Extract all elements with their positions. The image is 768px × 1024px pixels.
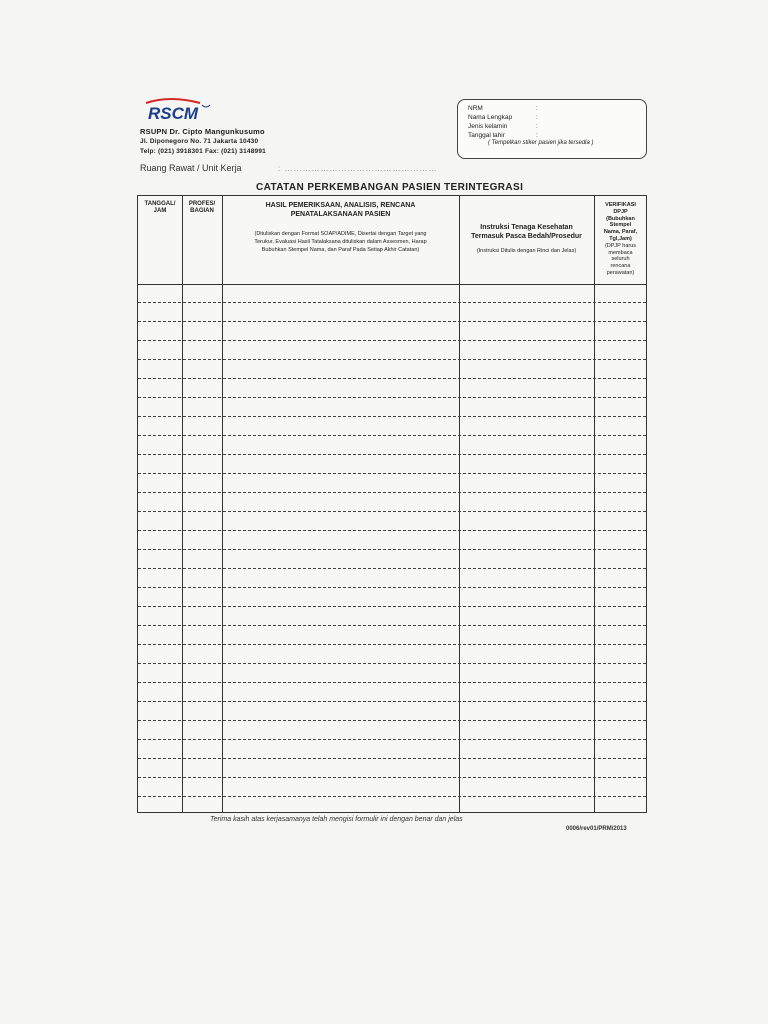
hospital-info <box>140 127 266 157</box>
table-row[interactable] <box>138 416 646 417</box>
svg-text:RSCM: RSCM <box>148 104 199 123</box>
unit-row <box>140 163 242 173</box>
table-row[interactable] <box>138 739 646 740</box>
header-profession: PROFES/ BAGIAN <box>188 201 216 214</box>
header-instructions-note: (Instruksi Ditulis dengan Rinci dan Jelas) <box>476 248 577 254</box>
table-row[interactable] <box>138 796 646 797</box>
table-row[interactable] <box>138 644 646 645</box>
table-row[interactable] <box>138 606 646 607</box>
rscm-logo <box>140 97 220 127</box>
table-row[interactable] <box>138 435 646 436</box>
table-row[interactable] <box>138 758 646 759</box>
patient-field-name: Nama Lengkap <box>468 114 513 121</box>
table-row[interactable] <box>138 378 646 379</box>
table-row[interactable] <box>138 587 646 588</box>
header-date-time: TANGGAL/ JAM <box>144 201 176 214</box>
table-row[interactable] <box>138 321 646 322</box>
header-results: HASIL PEMERIKSAAN, ANALISIS, RENCANA PENATALAKSANAAN PASIEN <box>265 202 416 218</box>
header-results-note: (Dituliskan dengan Format SOAP/ADIME, Disertai dengan Target yang Terukur, Evaluasi Hasil Tatalaksana dituliskan dalam Assesmen, Harap Bubuhkan Stempel Nama, dan Paraf Pada Setiap Akhir Catatan) <box>254 231 427 253</box>
patient-field-nrm: NRM <box>468 105 483 112</box>
patient-colon: : <box>536 105 538 112</box>
hospital-address: Jl. Diponegoro No. 71 Jakarta 10430 <box>140 138 259 145</box>
table-row[interactable] <box>138 663 646 664</box>
patient-colon: : <box>536 132 538 139</box>
header-instructions: Instruksi Tenaga Kesehatan Termasuk Pasca Bedah/Prosedur <box>471 224 582 240</box>
progress-notes-table <box>137 195 647 813</box>
hospital-name: RSUPN Dr. Cipto Mangunkusumo <box>140 127 265 136</box>
table-row[interactable] <box>138 340 646 341</box>
patient-field-dob: Tanggal lahir <box>468 132 505 139</box>
table-row[interactable] <box>138 473 646 474</box>
table-row[interactable] <box>138 701 646 702</box>
patient-colon: : <box>536 114 538 121</box>
table-row[interactable] <box>138 530 646 531</box>
patient-note: ( Tempelkan stiker pasien jika tersedia ) <box>488 140 594 146</box>
patient-sticker-box[interactable] <box>457 99 647 159</box>
table-row[interactable] <box>138 720 646 721</box>
table-row[interactable] <box>138 625 646 626</box>
table-row[interactable] <box>138 492 646 493</box>
table-row[interactable] <box>138 397 646 398</box>
footer-thanks: Terima kasih atas kerjasamanya telah mengisi formulir ini dengan benar dan jelas <box>210 816 463 823</box>
table-row[interactable] <box>138 454 646 455</box>
unit-colon: : <box>278 164 282 173</box>
form-code: 0006/rev01/PRM/2013 <box>566 826 627 832</box>
table-row[interactable] <box>138 359 646 360</box>
table-row[interactable] <box>138 302 646 303</box>
unit-label: Ruang Rawat / Unit Kerja <box>140 163 242 173</box>
form-title: CATATAN PERKEMBANGAN PASIEN TERINTEGRASI <box>256 182 524 193</box>
unit-dots: …………………………………………… <box>284 164 438 173</box>
header-divider <box>138 284 646 285</box>
header-verification: VERIFIKASI DPJP (Bubuhkan Stempel Nama, Paraf, Tgl,Jam) (DPJP harus membaca seluruh rencana perawatan) <box>603 202 638 276</box>
table-row[interactable] <box>138 511 646 512</box>
table-row[interactable] <box>138 682 646 683</box>
unit-field[interactable] <box>278 164 437 173</box>
table-row[interactable] <box>138 568 646 569</box>
hospital-phone: Telp: (021) 3918301 Fax: (021) 3148991 <box>140 148 266 155</box>
table-row[interactable] <box>138 777 646 778</box>
table-row[interactable] <box>138 549 646 550</box>
patient-field-gender: Jenis kelamin <box>468 123 508 130</box>
patient-colon: : <box>536 123 538 130</box>
